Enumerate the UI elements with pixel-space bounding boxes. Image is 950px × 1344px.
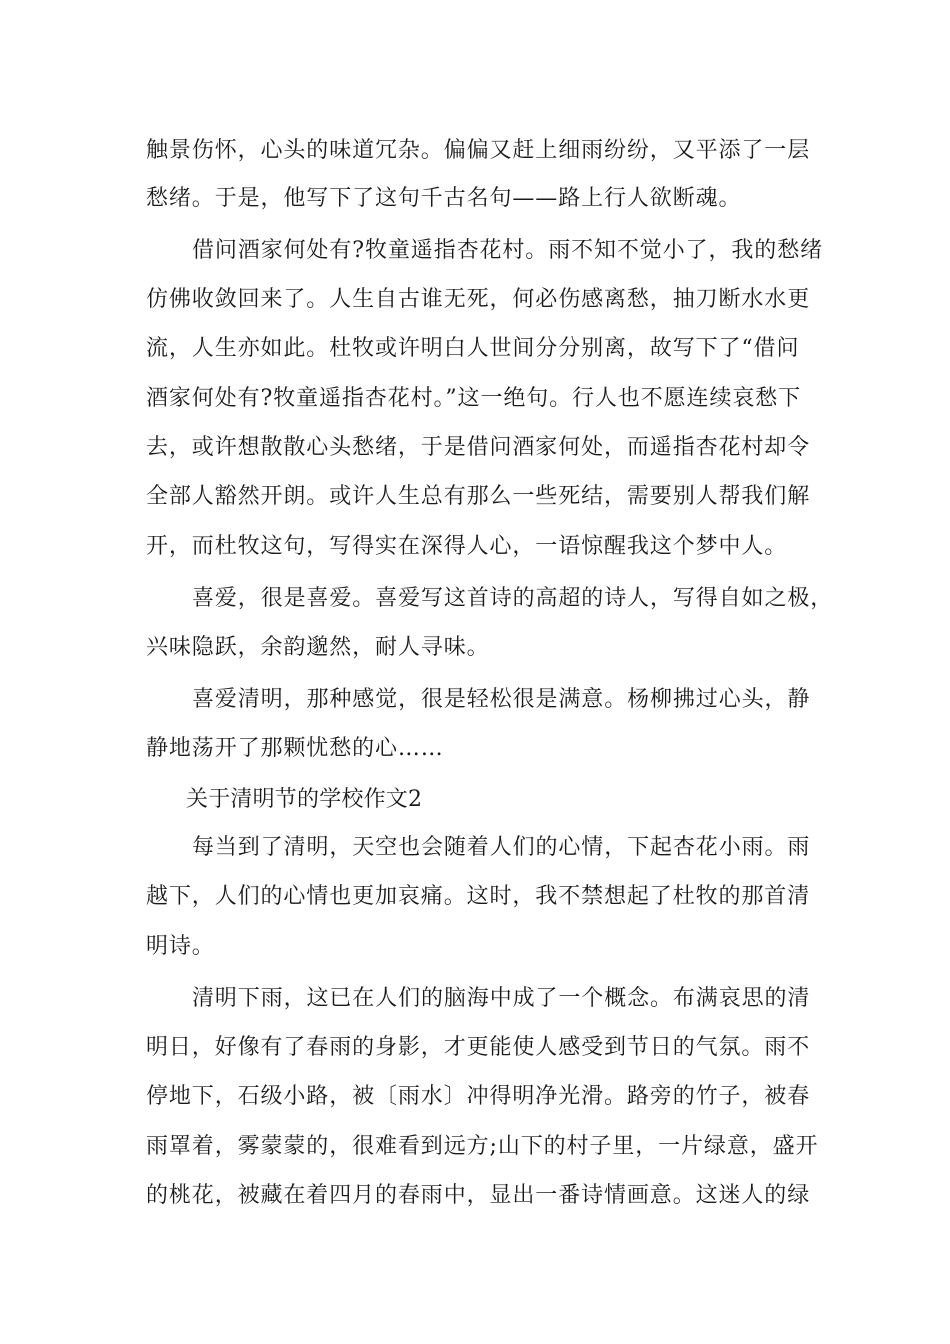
text-line: 酒家何处有?牧童遥指杏花村。”这一绝句。行人也不愿连续哀愁下: [146, 386, 802, 411]
text-line: 全部人豁然开朗。或许人生总有那么一些死结，需要别人帮我们解: [146, 484, 811, 509]
paragraph-start-line: 喜爱，很是喜爱。喜爱写这首诗的高超的诗人，写得自如之极，: [192, 586, 834, 611]
text-line: 触景伤怀，心头的味道冗杂。偏偏又赶上细雨纷纷，又平添了一层: [146, 138, 811, 163]
paragraph-start-line: 每当到了清明，天空也会随着人们的心情，下起杏花小雨。雨: [192, 835, 811, 860]
text-line: 去，或许想散散心头愁绪，于是借问酒家何处，而遥指杏花村却令: [146, 435, 811, 460]
paragraph-start-line: 清明下雨，这已在人们的脑海中成了一个概念。布满哀思的清: [192, 986, 811, 1011]
text-line: 明日，好像有了春雨的身影，才更能使人感受到节日的气氛。雨不: [146, 1035, 811, 1060]
section-heading: 关于清明节的学校作文2: [186, 787, 423, 812]
text-line: 兴味隐跃，余韵邈然，耐人寻味。: [146, 635, 490, 660]
paragraph-start-line: 借问酒家何处有?牧童遥指杏花村。雨不知不觉小了，我的愁绪: [192, 238, 823, 263]
text-line: 愁绪。于是，他写下了这句千古名句——路上行人欲断魂。: [146, 186, 742, 211]
text-line: 静地荡开了那颗忧愁的心……: [146, 736, 444, 761]
text-line: 仿佛收敛回来了。人生自古谁无死，何必伤感离愁，抽刀断水水更: [146, 287, 811, 312]
text-line: 的桃花，被藏在着四月的春雨中，显出一番诗情画意。这迷人的绿: [146, 1183, 811, 1208]
text-line: 雨罩着，雾蒙蒙的，很难看到远方;山下的村子里，一片绿意，盛开: [146, 1134, 819, 1159]
paragraph-start-line: 喜爱清明，那种感觉，很是轻松很是满意。杨柳拂过心头，静: [192, 687, 811, 712]
text-line: 流，人生亦如此。杜牧或许明白人世间分分别离，故写下了“借问: [146, 336, 800, 361]
text-line: 开，而杜牧这句，写得实在深得人心，一语惊醒我这个梦中人。: [146, 534, 788, 559]
text-line: 越下，人们的心情也更加哀痛。这时，我不禁想起了杜牧的那首清: [146, 884, 811, 909]
text-line: 停地下，石级小路，被〔雨水〕冲得明净光滑。路旁的竹子，被春: [146, 1084, 811, 1109]
text-line: 明诗。: [146, 934, 215, 959]
